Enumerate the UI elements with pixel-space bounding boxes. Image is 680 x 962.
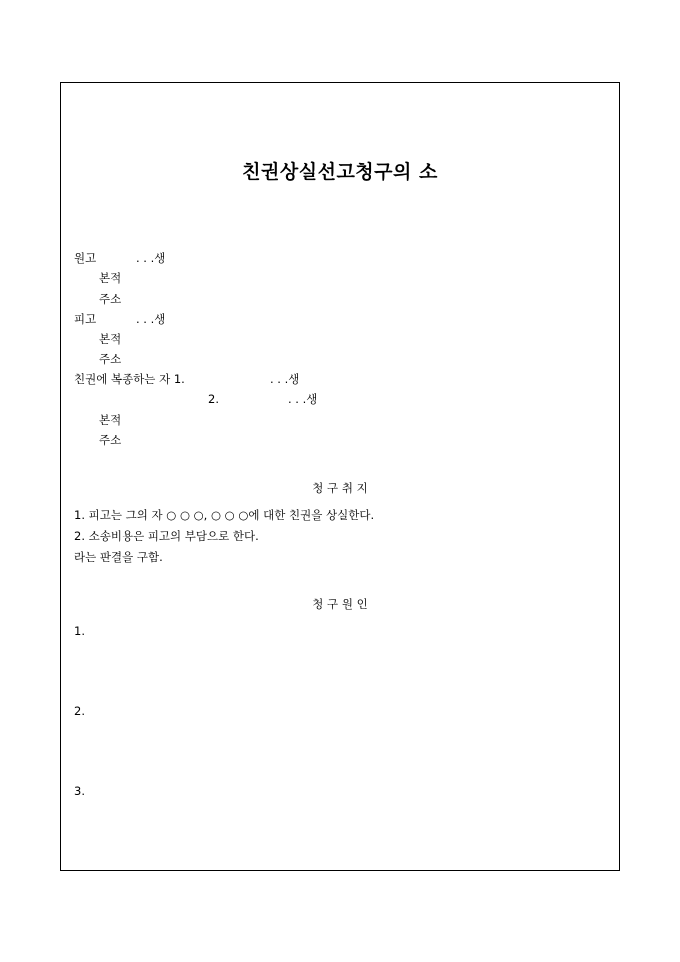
claim-purpose-heading: 청 구 취 지	[312, 481, 368, 495]
plaintiff-address-label: 주소	[99, 292, 122, 306]
subject-2-birth: . . .생	[288, 392, 318, 406]
defendant-address-label: 주소	[99, 352, 122, 366]
subjects-domicile-label: 본적	[99, 413, 122, 427]
document-frame	[60, 82, 620, 871]
plaintiff-label: 원고	[74, 251, 97, 265]
subject-2-number: 2.	[208, 392, 219, 406]
subjects-address-label: 주소	[99, 433, 122, 447]
claim-purpose-item: 1. 피고는 그의 자 ○ ○ ○, ○ ○ ○에 대한 친권을 상실한다.	[74, 508, 375, 522]
claim-cause-item: 3.	[74, 784, 85, 798]
plaintiff-domicile-label: 본적	[99, 271, 122, 285]
claim-cause-item: 1.	[74, 624, 85, 638]
claim-purpose-closing: 라는 판결을 구함.	[74, 550, 163, 564]
claim-purpose-item: 2. 소송비용은 피고의 부담으로 한다.	[74, 529, 259, 543]
document-title: 친권상실선고청구의 소	[242, 161, 438, 183]
defendant-birth: . . .생	[136, 312, 166, 326]
subject-1-birth: . . .생	[270, 372, 300, 386]
subjects-label: 친권에 복종하는 자 1.	[74, 372, 185, 386]
plaintiff-birth: . . .생	[136, 251, 166, 265]
claim-cause-heading: 청 구 원 인	[312, 597, 368, 611]
defendant-label: 피고	[74, 312, 97, 326]
defendant-domicile-label: 본적	[99, 332, 122, 346]
claim-cause-item: 2.	[74, 704, 85, 718]
